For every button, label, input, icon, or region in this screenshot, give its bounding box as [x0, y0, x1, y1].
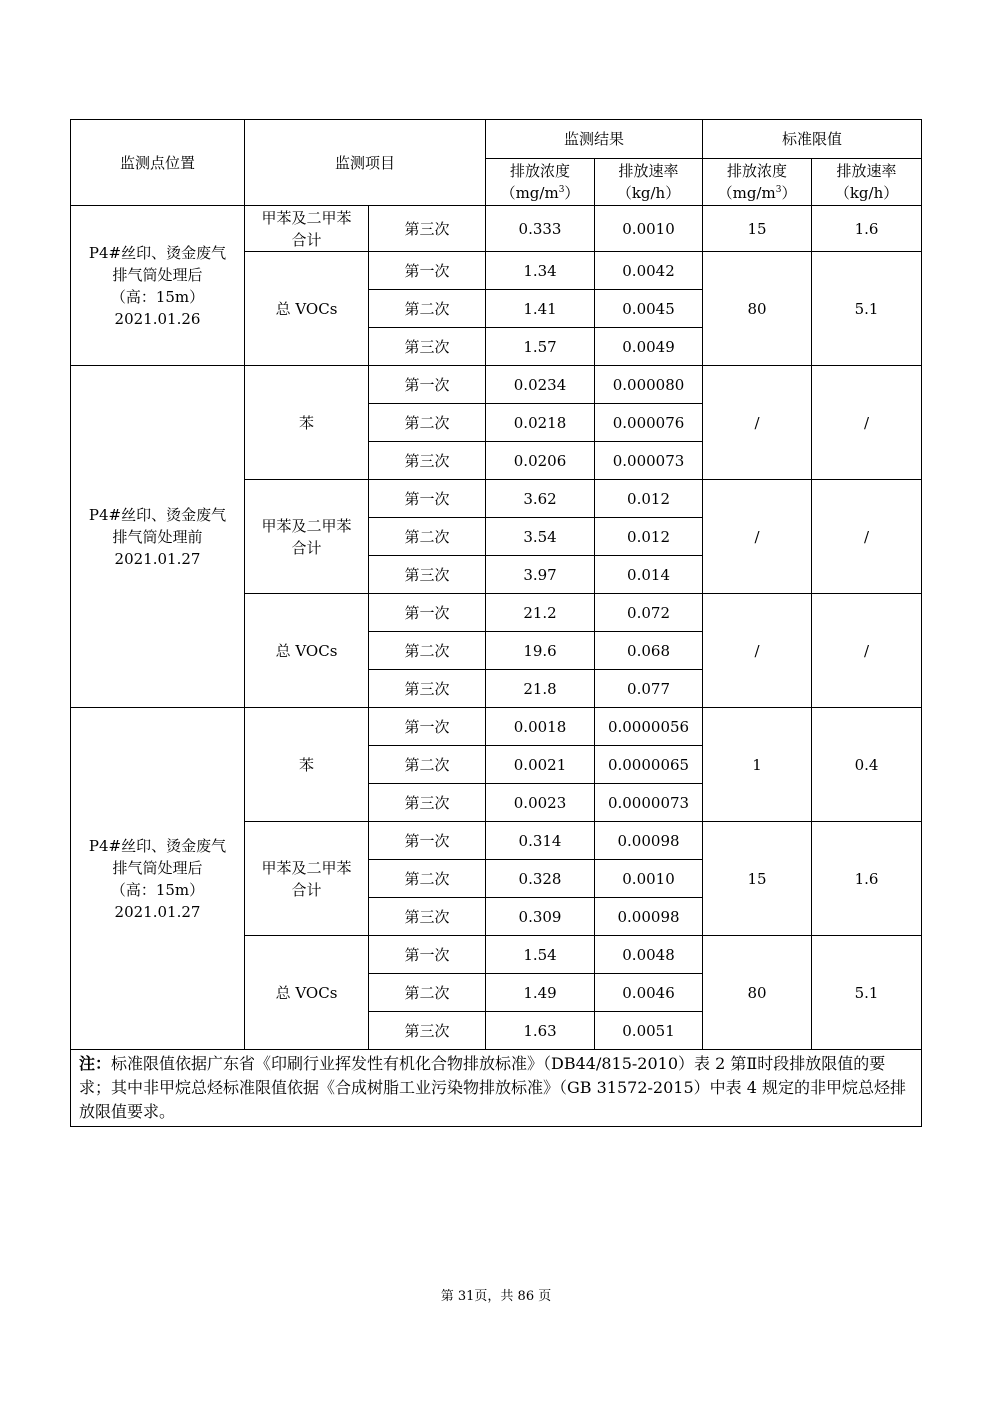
sample-number: 第三次 [369, 784, 486, 822]
line: 合计 [291, 538, 322, 557]
line: 甲苯及二甲苯 [261, 208, 352, 227]
result-conc: 0.333 [486, 206, 595, 252]
result-rate: 0.0000065 [595, 746, 703, 784]
result-conc: 3.62 [486, 480, 595, 518]
item-name-cell [245, 822, 369, 936]
result-conc: 0.0234 [486, 366, 595, 404]
result-rate: 0.0010 [595, 860, 703, 898]
line: 合计 [291, 230, 322, 249]
header-result: 监测结果 [486, 120, 703, 159]
result-conc: 1.34 [486, 252, 595, 290]
sample-number: 第二次 [369, 404, 486, 442]
item-name-cell [245, 480, 369, 594]
sample-number: 第一次 [369, 480, 486, 518]
header-result-rate: 排放速率 （kg/h） [595, 159, 703, 206]
item-name-cell [245, 252, 369, 366]
header-limit-conc: 排放浓度 $(mg/m^3)$ [703, 159, 812, 206]
header-limit: 标准限值 [703, 120, 922, 159]
result-rate: 0.0051 [595, 1012, 703, 1050]
line: 排气筒处理后 [112, 265, 203, 284]
line: 苯 [298, 413, 314, 432]
item-name-cell [245, 708, 369, 822]
line: P4#丝印、烫金废气 [88, 243, 227, 262]
result-conc: 0.0021 [486, 746, 595, 784]
result-rate: 0.000076 [595, 404, 703, 442]
limit-conc: / [703, 366, 812, 480]
sample-number: 第二次 [369, 632, 486, 670]
limit-rate: / [812, 480, 922, 594]
line: 排气筒处理后 [112, 858, 203, 877]
limit-rate: 1.6 [812, 206, 922, 252]
sample-number: 第二次 [369, 974, 486, 1012]
result-rate: 0.072 [595, 594, 703, 632]
header-site: 监测点位置 [71, 120, 245, 206]
note-row [71, 1050, 922, 1127]
result-conc: 0.328 [486, 860, 595, 898]
limit-conc: 15 [703, 822, 812, 936]
page-footer: 第 31页，共 86 页 [440, 1289, 552, 1304]
result-conc: 19.6 [486, 632, 595, 670]
result-rate: 0.000080 [595, 366, 703, 404]
header-result-conc: 排放浓度 $(mg/m^3)$ [486, 159, 595, 206]
result-rate: 0.00098 [595, 898, 703, 936]
sample-number: 第三次 [369, 670, 486, 708]
result-conc: 1.41 [486, 290, 595, 328]
sample-number: 第三次 [369, 206, 486, 252]
sample-number: 第三次 [369, 442, 486, 480]
line: （高：15m） [110, 880, 205, 899]
result-conc: 0.0023 [486, 784, 595, 822]
result-conc: 21.8 [486, 670, 595, 708]
result-rate: 0.077 [595, 670, 703, 708]
site-cell [71, 708, 245, 1050]
sample-number: 第二次 [369, 746, 486, 784]
limit-conc: 80 [703, 252, 812, 366]
result-rate: 0.014 [595, 556, 703, 594]
result-rate: 0.0000073 [595, 784, 703, 822]
line: 合计 [291, 880, 322, 899]
line: 甲苯及二甲苯 [261, 858, 352, 877]
line: 2021.01.27 [114, 902, 201, 921]
limit-conc: 80 [703, 936, 812, 1050]
result-conc: 1.63 [486, 1012, 595, 1050]
result-conc: 0.0206 [486, 442, 595, 480]
limit-rate: 1.6 [812, 822, 922, 936]
table-row [71, 708, 922, 746]
result-conc: 1.54 [486, 936, 595, 974]
limit-rate: 5.1 [812, 936, 922, 1050]
line: P4#丝印、烫金废气 [88, 836, 227, 855]
line: 排气筒处理前 [112, 527, 203, 546]
result-rate: 0.012 [595, 480, 703, 518]
line: 总 VOCs [275, 299, 338, 318]
result-rate: 0.000073 [595, 442, 703, 480]
header-item: 监测项目 [245, 120, 486, 206]
item-name-cell [245, 594, 369, 708]
line: 总 VOCs [275, 641, 338, 660]
table-row [71, 366, 922, 404]
result-conc: 1.49 [486, 974, 595, 1012]
limit-rate: / [812, 594, 922, 708]
limit-rate: 0.4 [812, 708, 922, 822]
sample-number: 第三次 [369, 556, 486, 594]
site-cell [71, 366, 245, 708]
result-conc: 0.0018 [486, 708, 595, 746]
sample-number: 第三次 [369, 328, 486, 366]
sample-number: 第三次 [369, 898, 486, 936]
result-rate: 0.0010 [595, 206, 703, 252]
sample-number: 第一次 [369, 252, 486, 290]
sample-number: 第一次 [369, 822, 486, 860]
result-conc: 3.54 [486, 518, 595, 556]
result-conc: 0.309 [486, 898, 595, 936]
item-name-cell [245, 366, 369, 480]
line: 2021.01.27 [114, 549, 201, 568]
note-cell [71, 1050, 922, 1127]
note-text: 标准限值依据广东省《印刷行业挥发性有机化合物排放标准》（DB44/815-2010）表 2 第Ⅱ时段排放限值的要求；其中非甲烷总烃标准限值依据《合成树脂工业污染物排放标准》（GB 31572-2015）中表 4 规定的非甲烷总烃排放限值要求。 [79, 1054, 907, 1121]
limit-conc: 15 [703, 206, 812, 252]
limit-rate: / [812, 366, 922, 480]
note-label: 注： [79, 1054, 112, 1073]
result-rate: 0.0049 [595, 328, 703, 366]
result-rate: 0.0048 [595, 936, 703, 974]
sample-number: 第一次 [369, 366, 486, 404]
table-row [71, 206, 922, 252]
header-limit-rate: 排放速率 （kg/h） [812, 159, 922, 206]
result-conc: 3.97 [486, 556, 595, 594]
line: （高：15m） [110, 287, 205, 306]
limit-conc: 1 [703, 708, 812, 822]
monitoring-results-table [70, 119, 922, 1127]
result-conc: 0.314 [486, 822, 595, 860]
result-rate: 0.0045 [595, 290, 703, 328]
sample-number: 第一次 [369, 708, 486, 746]
item-name-cell [245, 936, 369, 1050]
limit-conc: / [703, 594, 812, 708]
sample-number: 第一次 [369, 936, 486, 974]
sample-number: 第二次 [369, 290, 486, 328]
result-rate: 0.0042 [595, 252, 703, 290]
result-rate: 0.012 [595, 518, 703, 556]
result-conc: 1.57 [486, 328, 595, 366]
result-conc: 0.0218 [486, 404, 595, 442]
result-conc: 21.2 [486, 594, 595, 632]
line: P4#丝印、烫金废气 [88, 505, 227, 524]
sample-number: 第一次 [369, 594, 486, 632]
sample-number: 第三次 [369, 1012, 486, 1050]
sample-number: 第二次 [369, 860, 486, 898]
line: 2021.01.26 [114, 309, 201, 328]
result-rate: 0.00098 [595, 822, 703, 860]
line: 甲苯及二甲苯 [261, 516, 352, 535]
limit-rate: 5.1 [812, 252, 922, 366]
site-cell [71, 206, 245, 366]
item-name-cell [245, 206, 369, 252]
result-rate: 0.0046 [595, 974, 703, 1012]
sample-number: 第二次 [369, 518, 486, 556]
limit-conc: / [703, 480, 812, 594]
result-rate: 0.0000056 [595, 708, 703, 746]
result-rate: 0.068 [595, 632, 703, 670]
line: 苯 [298, 755, 314, 774]
line: 总 VOCs [275, 983, 338, 1002]
